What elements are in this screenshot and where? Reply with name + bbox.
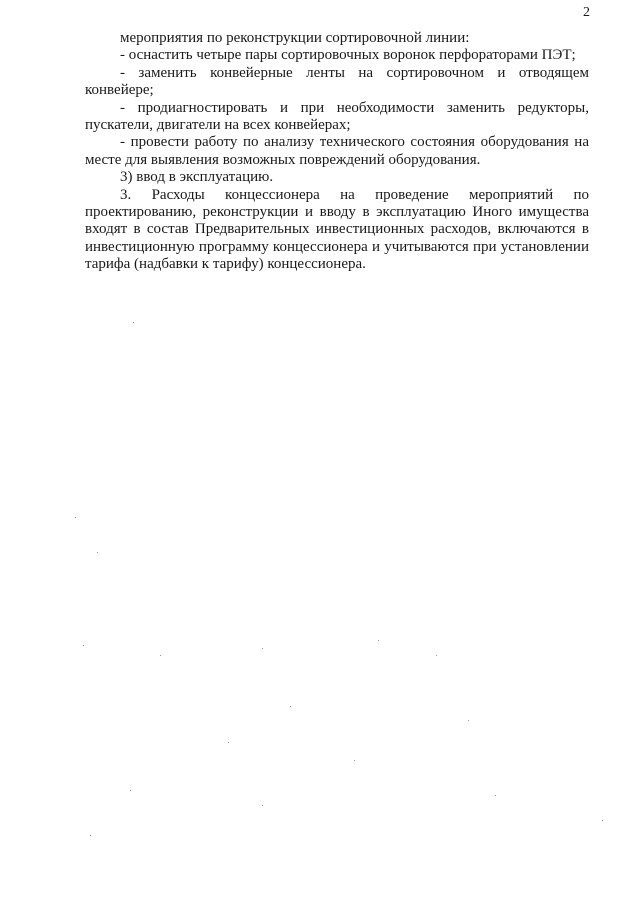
paragraph-item-funnels: - оснастить четыре пары сортировочных воронок перфораторами ПЭТ; bbox=[120, 47, 576, 64]
scan-speck bbox=[160, 655, 161, 656]
scan-speck bbox=[262, 648, 263, 649]
scan-speck bbox=[290, 706, 291, 707]
paragraph-item-condition-analysis: - провести работу по анализу технического состояния оборудования на месте для выявления возможных повреждений оборудования. bbox=[85, 134, 589, 168]
paragraph-commissioning: 3) ввод в эксплуатацию. bbox=[120, 169, 274, 186]
scan-speck bbox=[602, 820, 603, 821]
scan-speck bbox=[495, 795, 496, 796]
scan-speck bbox=[354, 760, 355, 761]
scan-speck bbox=[133, 322, 134, 323]
paragraph-item-diagnostics: - продиагностировать и при необходимости заменить редукторы, пускатели, двигатели на всех конвейерах; bbox=[85, 99, 589, 134]
paragraph-expenses: 3. Расходы концессионера на проведение мероприятий по проектированию, реконструкции и вводу в эксплуатацию Иного имущества входят в состав Предварительных инвестиционных расходов, включаются в инвестиционную программу концессионера и учитываются при установлении тарифа (надбавки к тарифу) концессионера. bbox=[85, 186, 589, 273]
paragraph-item-conveyor-belts: - заменить конвейерные ленты на сортировочном и отводящем конвейере; bbox=[85, 64, 589, 99]
scan-speck bbox=[228, 742, 229, 743]
paragraph-measures-intro: мероприятия по реконструкции сортировочной линии: bbox=[120, 30, 470, 46]
scan-speck bbox=[75, 517, 76, 518]
scan-speck bbox=[262, 805, 263, 806]
page-number: 2 bbox=[583, 5, 590, 20]
document-body bbox=[85, 30, 589, 274]
scan-speck bbox=[436, 655, 437, 656]
scan-speck bbox=[90, 835, 91, 836]
scan-speck bbox=[97, 552, 98, 553]
scan-speck bbox=[83, 645, 84, 646]
scan-speck bbox=[378, 640, 379, 641]
scan-speck bbox=[468, 720, 469, 721]
scan-speck bbox=[130, 790, 131, 791]
